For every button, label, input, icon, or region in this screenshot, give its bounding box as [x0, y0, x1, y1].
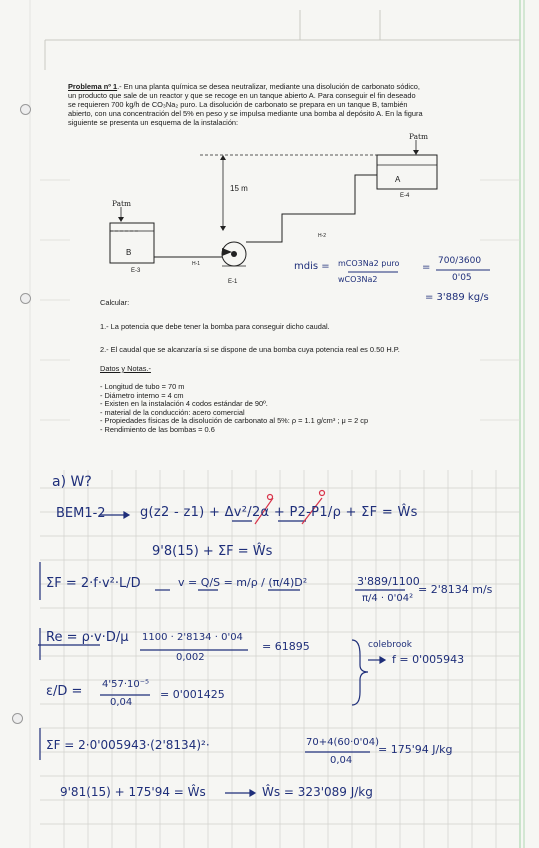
intro-line-5: siguiente se presenta un esquema de la instalación:: [68, 118, 239, 127]
intro-line-1: [68, 82, 473, 91]
sigma-f-calc: ΣF = 2·0'005943·(2'8134)²·: [46, 738, 210, 752]
mdis-lhs: mdis =: [294, 261, 330, 272]
mdis-equals: =: [422, 262, 431, 273]
eps-num: 4'57·10⁻⁵: [102, 679, 150, 690]
re-result: = 61895: [262, 640, 310, 653]
intro-line-4: abierto, con una concentración del 5% en peso y se impulsa mediante una bomba al depósito A. En la figura: [68, 109, 423, 118]
eps-lhs: ε/D =: [46, 684, 83, 699]
dato-item: - Diámetro interno = 4 cm: [100, 390, 184, 400]
velocity-result: = 2'8134 m/s: [418, 583, 493, 596]
tank-b-label: B: [126, 248, 132, 257]
binder-hole: [20, 293, 31, 304]
height-label: 15 m: [230, 184, 248, 193]
question-2: 2.- El caudal que se alcanzaría si se dispone de una bomba cuya potencia real es 0.50 H.P.: [100, 345, 400, 354]
velocity-equation: v = Q/S = m/ρ / (π/4)D²: [178, 576, 308, 589]
datos-title: Datos y Notas.-: [100, 364, 151, 373]
mdis-den: wCO3Na2: [338, 275, 378, 284]
colebrook-label: colebrook: [368, 640, 412, 650]
tank-b-code: E-3: [131, 268, 141, 274]
mdis-frac-den: 0'05: [452, 273, 472, 283]
bem-equation: g(z2 - z1) + Δv²/2α + P2-P1/ρ + ΣF = Ŵs: [140, 505, 418, 520]
eps-den: 0,04: [110, 697, 133, 708]
re-lhs: Re = ρ·v·D/μ: [46, 630, 129, 645]
velocity-den: π/4 · 0'04²: [362, 593, 414, 604]
tank-a-label: A: [395, 175, 401, 184]
problem-title: Problema nº 1: [68, 82, 118, 91]
bem-label: BEM1-2: [56, 506, 106, 521]
equation-2: 9'8(15) + ΣF = Ŵs: [152, 544, 273, 559]
datos-list: [100, 383, 368, 435]
mdis-result: = 3'889 kg/s: [425, 292, 489, 303]
velocity-num: 3'889/1100: [357, 575, 420, 588]
dato-item: - Existen en la instalación 4 codos estándar de 90º.: [100, 399, 268, 409]
problem-statement: [68, 82, 473, 127]
h2-label: H-2: [318, 233, 327, 239]
re-den: 0,002: [176, 652, 205, 663]
part-a-label: a) W?: [52, 474, 92, 490]
dato-item: - Propiedades físicas de la disolución de carbonato al 5%: ρ = 1.1 g/cm³ ; μ = 2 cp: [100, 416, 369, 426]
re-num: 1100 · 2'8134 · 0'04: [142, 632, 243, 643]
patm-left-label: Patm: [112, 199, 132, 208]
question-1: 1.- La potencia que debe tener la bomba para conseguir dicho caudal.: [100, 322, 330, 331]
dato-item: - Longitud de tubo = 70 m: [100, 382, 185, 391]
h1-label: H-1: [192, 261, 201, 267]
sigma-f-calc-den: 0,04: [330, 755, 353, 766]
dato-item: - Rendimiento de las bombas = 0.6: [100, 424, 215, 434]
sigma-f-calc-num: 70+4(60·0'04): [306, 737, 380, 748]
intro-text: .- En una planta química se desea neutralizar, mediante una disolución de carbonato sódico,: [117, 82, 420, 91]
dato-item: - material de la conducción: acero comercial: [100, 407, 245, 417]
patm-top-label: Patm: [409, 132, 429, 141]
final-equation: 9'81(15) + 175'94 = Ŵs: [60, 785, 206, 799]
tank-a-code: E-4: [400, 193, 410, 199]
sigma-f-lhs: ΣF = 2·f·v²·L/D: [46, 576, 141, 591]
eps-result: = 0'001425: [160, 688, 225, 701]
mdis-num: mCO3Na2 puro: [338, 259, 400, 268]
intro-line-2: un producto que sale de un reactor y que se recoge en un tanque abierto A. Para conseguir el fin deseado: [68, 91, 416, 100]
friction-result: f = 0'005943: [392, 653, 465, 666]
final-result: Ŵs = 323'089 J/kg: [262, 785, 373, 799]
mdis-frac-num: 700/3600: [438, 256, 482, 266]
pump-code: E-1: [228, 279, 238, 285]
binder-hole: [20, 104, 31, 115]
intro-line-3: se requieren 700 kg/h de CO₃Na₂ puro. La disolución de carbonato se prepara en un tanque B, también: [68, 100, 408, 109]
binder-hole: [12, 713, 23, 724]
sigma-f-result: = 175'94 J/kg: [378, 743, 453, 756]
calcular-label: Calcular:: [100, 298, 130, 307]
